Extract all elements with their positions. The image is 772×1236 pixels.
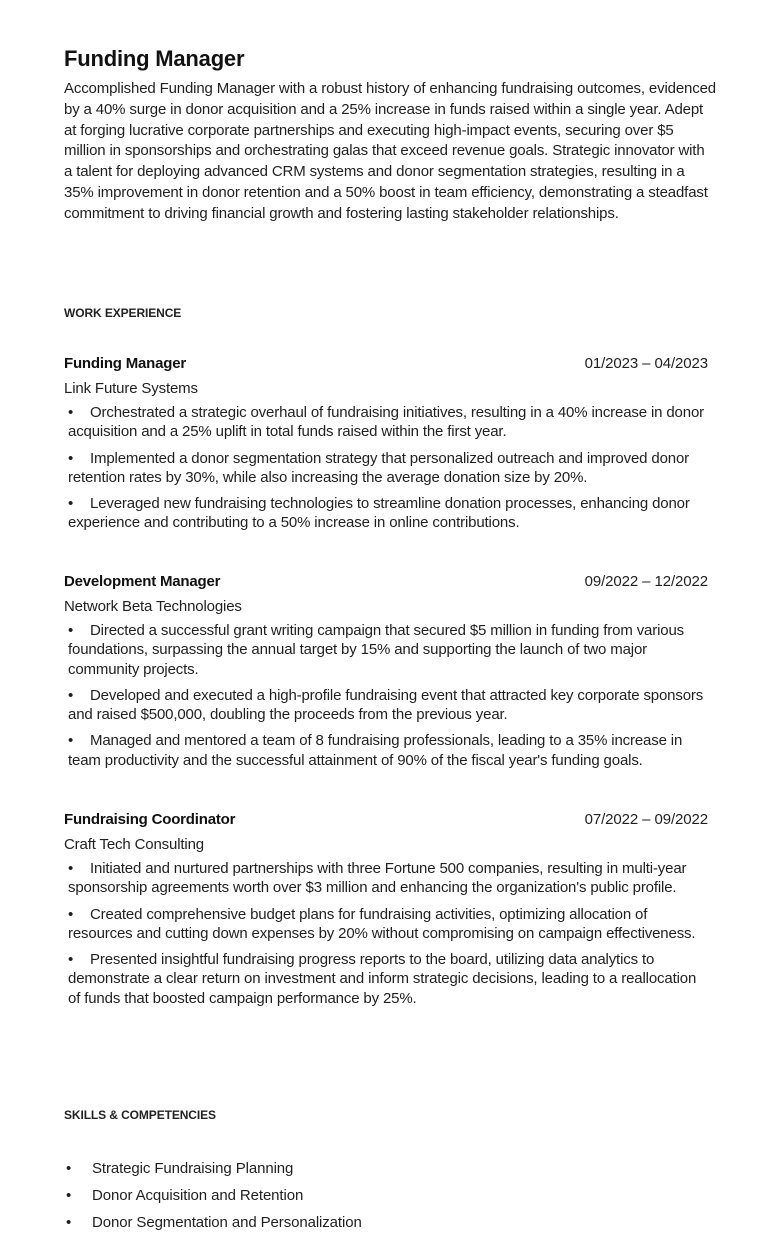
- skill-item: • Strategic Fundraising Planning: [64, 1155, 362, 1182]
- job-dates: 07/2022 – 09/2022: [584, 811, 708, 828]
- bullet-icon: •: [68, 404, 74, 421]
- job-bullet: • Directed a successful grant writing campaign that secured $5 million in funding from various foundations, surpassing the annual target by 15% and supporting the launch of two major community projects.: [68, 622, 684, 678]
- bullet-icon: •: [68, 686, 74, 704]
- job-bullets: [64, 403, 708, 533]
- job-title: Funding Manager: [64, 355, 186, 372]
- job-dates: 01/2023 – 04/2023: [584, 355, 708, 372]
- skill-item: • Donor Segmentation and Personalization: [64, 1209, 362, 1236]
- job-company: Link Future Systems: [64, 380, 198, 397]
- bullet-icon: •: [66, 1160, 72, 1177]
- job-bullets: [64, 859, 708, 1008]
- job-bullet: • Implemented a donor segmentation strategy that personalized outreach and improved donor retention rates by 30%, while also increasing the average donation size by 20%.: [68, 449, 689, 486]
- work-experience-heading: WORK EXPERIENCE: [64, 306, 182, 320]
- job-bullets: [64, 621, 708, 770]
- job-bullet: • Orchestrated a strategic overhaul of fundraising initiatives, resulting in a 40% increase in donor acquisition and a 25% uplift in total funds raised within the first year.: [68, 404, 704, 441]
- job-bullet: • Presented insightful fundraising progress reports to the board, utilizing data analytics to demonstrate a clear return on investment and inform strategic decisions, leading to a reallocation of funds that boosted campaign performance by 25%.: [68, 951, 697, 1007]
- resume-title: Funding Manager: [64, 46, 245, 71]
- job-title: Fundraising Coordinator: [64, 811, 236, 828]
- bullet-icon: •: [68, 622, 74, 639]
- job-entry: [64, 811, 708, 1015]
- bullet-icon: •: [68, 495, 74, 513]
- job-bullet: • Developed and executed a high-profile fundraising event that attracted key corporate sponsors and raised $500,000, doubling the proceeds from the previous year.: [68, 686, 704, 724]
- skills-heading: SKILLS & COMPETENCIES: [64, 1108, 216, 1122]
- professional-summary: Accomplished Funding Manager with a robust history of enhancing fundraising outcomes, evidenced by a 40% surge in donor acquisition and a 25% increase in funds raised within a single year. Adept at forging lucrative corporate partnerships and executing high-impact events, securing over $5 million in sponsorships and orchestrating galas that exceed revenue goals. Strategic innovator with a talent for deploying advanced CRM systems and donor segmentation strategies, resulting in a 35% improvement in donor retention and a 50% boost in team efficiency, demonstrating a steadfast commitment to driving financial growth and fostering lasting stakeholder relationships.: [64, 80, 716, 222]
- skill-item: • Donor Acquisition and Retention: [64, 1182, 362, 1209]
- job-title: Development Manager: [64, 573, 221, 590]
- job-bullet: • Initiated and nurtured partnerships with three Fortune 500 companies, resulting in multi-year sponsorship agreements worth over $3 million and enhancing the organization's public profile.: [68, 860, 687, 897]
- job-entry: [64, 355, 708, 540]
- bullet-icon: •: [66, 1187, 72, 1204]
- bullet-icon: •: [68, 905, 74, 923]
- bullet-icon: •: [68, 951, 74, 969]
- job-bullet: • Created comprehensive budget plans for fundraising activities, optimizing allocation of resources and cutting down expenses by 20% without compromising on campaign effectiveness.: [68, 905, 696, 942]
- job-company: Network Beta Technologies: [64, 598, 242, 615]
- job-bullet: • Managed and mentored a team of 8 fundraising professionals, leading to a 35% increase in team productivity and the successful attainment of 90% of the fiscal year's funding goals.: [68, 732, 683, 769]
- job-bullet: • Leveraged new fundraising technologies to streamline donation processes, enhancing donor experience and contributing to a 50% increase in online contributions.: [68, 495, 690, 532]
- bullet-icon: •: [68, 860, 74, 877]
- job-dates: 09/2022 – 12/2022: [584, 573, 708, 590]
- bullet-icon: •: [68, 732, 74, 750]
- job-header: [64, 573, 708, 595]
- job-header: [64, 811, 708, 833]
- job-entry: [64, 573, 708, 777]
- bullet-icon: •: [68, 449, 74, 467]
- skills-list: [64, 1155, 362, 1236]
- job-header: [64, 355, 708, 377]
- job-company: Craft Tech Consulting: [64, 836, 204, 853]
- bullet-icon: •: [66, 1214, 72, 1231]
